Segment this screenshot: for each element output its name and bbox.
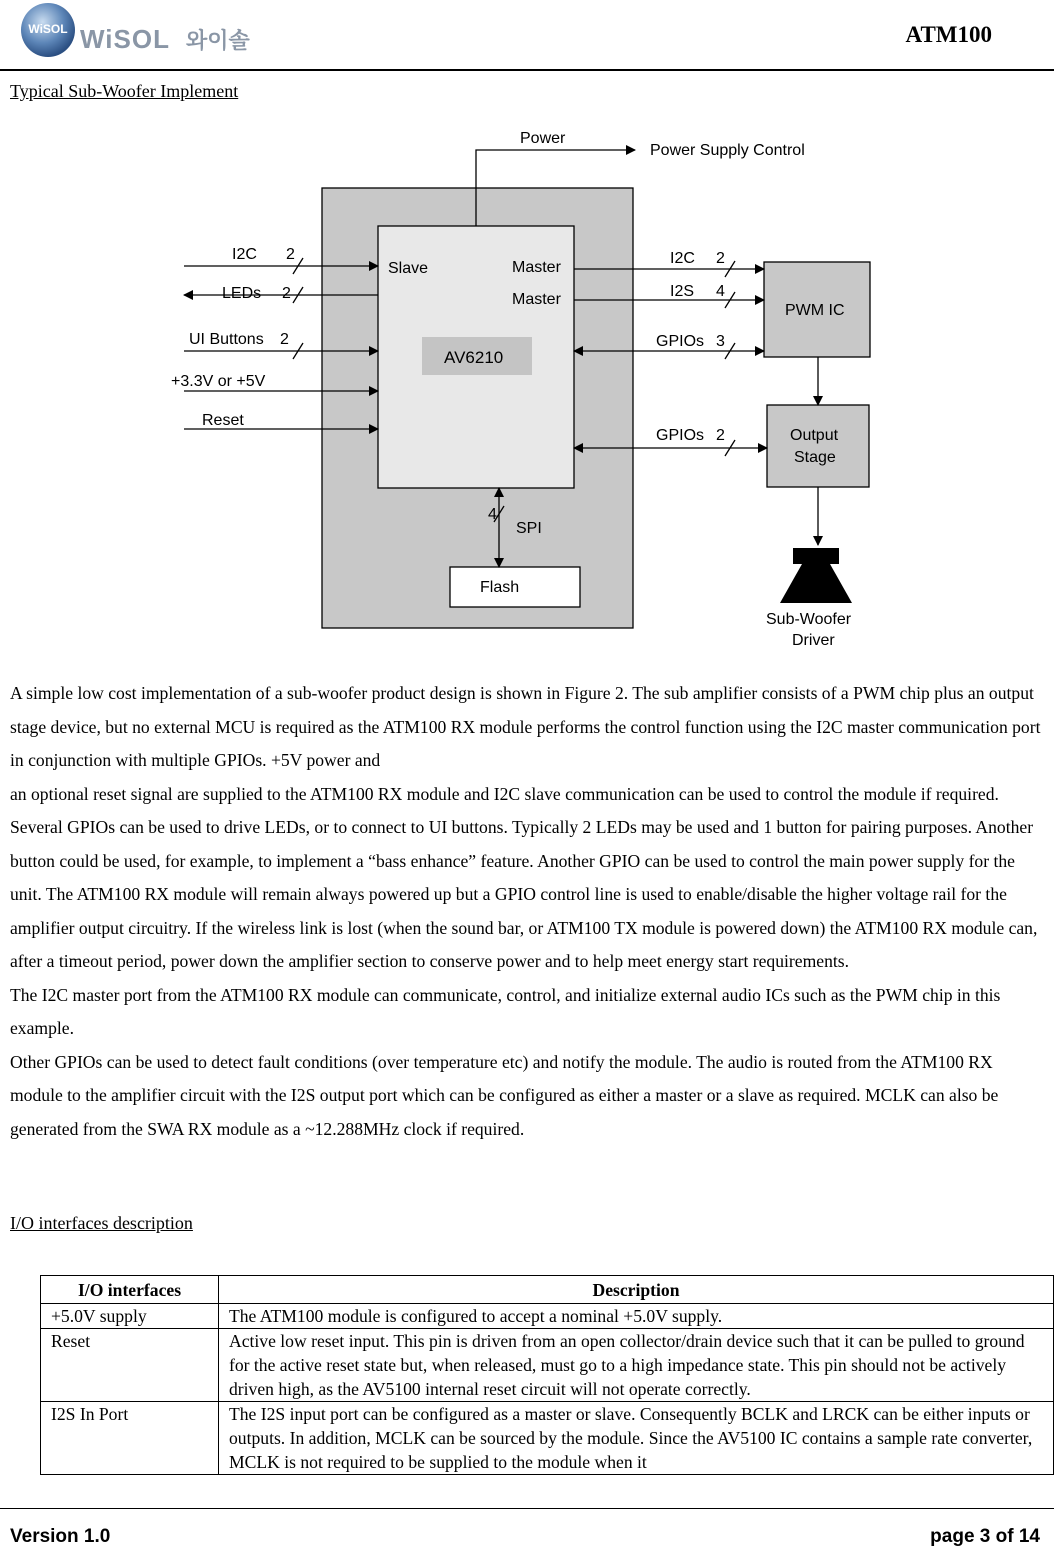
label-driver-1: Sub-Woofer — [766, 611, 852, 628]
label-chip-name: AV6210 — [444, 348, 504, 367]
version-label: Version 1.0 — [10, 1526, 111, 1547]
logo-badge: WiSOL — [28, 22, 68, 36]
column-header-description: Description — [219, 1276, 1054, 1304]
label-power-supply-control: Power Supply Control — [650, 142, 805, 159]
label-ui-buttons: UI Buttons — [189, 331, 264, 348]
paragraph: Other GPIOs can be used to detect fault conditions (over temperature etc) and notify the module. The audio is routed from the ATM100 RX module to the amplifier circuit with the I2S output port which can be configured as either a master or a slave as required. MCLK can also be generated from the SWA RX module as a ~12.288MHz clock if required. — [10, 1051, 999, 1139]
interface-description: The I2S input port can be configured as a master or slave. Consequently BCLK and LRCK can be either inputs or outputs. In addition, MCLK can be sourced by the module. Since the AV5100 IC contains a sample rate converter, MCLK is not required to be supplied to the module when it — [219, 1402, 1054, 1475]
label-supply: +3.3V or +5V — [171, 373, 266, 390]
table-row — [41, 1329, 1054, 1402]
section-title-io: I/O interfaces description — [10, 1213, 193, 1233]
interface-name: +5.0V supply — [41, 1304, 219, 1329]
label-leds-count: 2 — [282, 285, 291, 302]
interface-name: I2S In Port — [41, 1402, 219, 1475]
io-interfaces-table — [40, 1275, 1054, 1475]
label-power: Power — [520, 130, 566, 147]
label-flash: Flash — [480, 579, 520, 596]
table-header-row — [41, 1276, 1054, 1304]
page-number: page 3 of 14 — [930, 1526, 1040, 1547]
label-driver-2: Driver — [792, 632, 835, 649]
label-slave: Slave — [388, 260, 429, 277]
label-leds: LEDs — [222, 285, 262, 302]
table-row — [41, 1402, 1054, 1475]
footer-divider — [0, 1508, 1054, 1509]
label-pwm-ic: PWM IC — [785, 302, 845, 319]
table-row — [41, 1304, 1054, 1329]
label-i2c-in: I2C — [232, 246, 257, 263]
interface-name: Reset — [41, 1329, 219, 1402]
interface-description: The ATM100 module is configured to accept a nominal +5.0V supply. — [219, 1304, 1054, 1329]
label-output-stage-2: Stage — [794, 449, 836, 466]
column-header-interface: I/O interfaces — [41, 1276, 219, 1304]
label-master-1: Master — [512, 259, 561, 276]
label-i2s-out: I2S — [670, 283, 695, 300]
label-gpios-2-count: 2 — [716, 427, 725, 444]
logo-korean: 와이솔 — [186, 28, 250, 53]
label-i2c-out-count: 2 — [716, 250, 725, 267]
label-gpios-2: GPIOs — [656, 427, 705, 444]
label-ui-buttons-count: 2 — [280, 331, 289, 348]
label-i2c-out: I2C — [670, 250, 695, 267]
label-output-stage-1: Output — [790, 427, 839, 444]
label-master-2: Master — [512, 291, 561, 308]
label-i2s-out-count: 4 — [716, 283, 725, 300]
label-gpios-1-count: 3 — [716, 333, 725, 350]
paragraph: an optional reset signal are supplied to the ATM100 RX module and I2C slave communication can be used to control the module if required. Several GPIOs can be used to drive LEDs, or to connect to UI buttons. Typically 2 LEDs may be used and 1 button for pairing purposes. Another button could be used, for example, to implement a “bass enhance” feature. Another GPIO can be used to control the main power supply for the unit. The ATM100 RX module will remain always powered up but a GPIO control line is used to enable/disable the higher voltage rail for the amplifier output circuitry. If the wireless link is lost (when the sound bar, or ATM100 TX module is powered down) the ATM100 RX module can, after a timeout period, power down the amplifier section to conserve power and to help meet energy start requirements. — [10, 783, 1038, 971]
label-i2c-in-count: 2 — [286, 246, 295, 263]
label-gpios-1: GPIOs — [656, 333, 705, 350]
document-id: ATM100 — [905, 22, 992, 47]
label-spi: SPI — [516, 520, 542, 537]
section-title-implement: Typical Sub-Woofer Implement — [10, 81, 239, 101]
paragraph: A simple low cost implementation of a sub-woofer product design is shown in Figure 2. The sub amplifier consists of a PWM chip plus an output stage device, but no external MCU is required as the ATM100 RX module performs the control function using the I2C master communication port in conjunction with multiple GPIOs. +5V power and — [10, 683, 1041, 770]
interface-description: Active low reset input. This pin is driven from an open collector/drain device such that it can be pulled to ground for the active reset state but, when released, must go to a high impedance state. This pin should not be actively driven high, as the AV5100 internal reset circuit will not operate correctly. — [219, 1329, 1054, 1402]
label-reset: Reset — [202, 412, 244, 429]
paragraph: The I2C master port from the ATM100 RX module can communicate, control, and initialize external audio ICs such as the PWM chip in this example. — [10, 984, 1001, 1038]
logo-wordmark: WiSOL — [80, 24, 170, 54]
label-spi-count: 4 — [488, 506, 497, 523]
